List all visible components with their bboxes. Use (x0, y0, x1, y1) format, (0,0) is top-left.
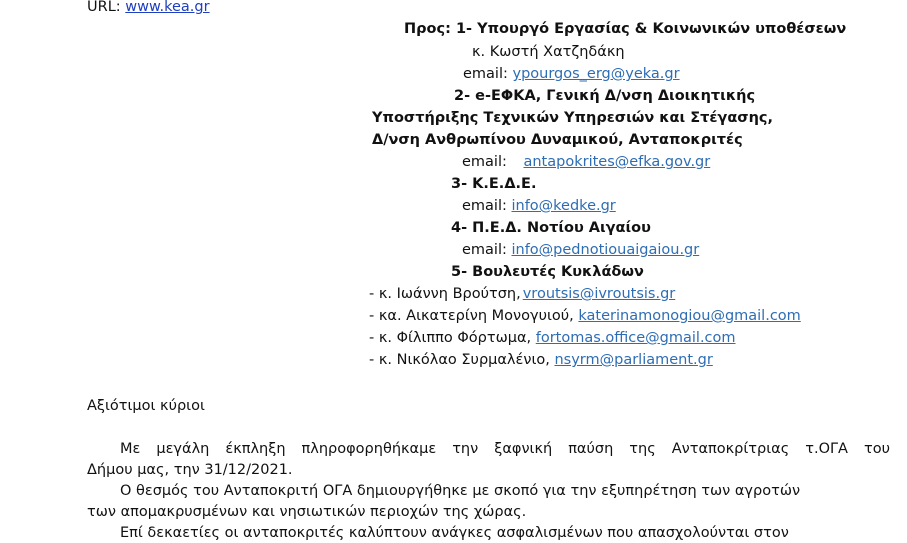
paragraph-3-line-1: Επί δεκαετίες οι ανταποκριτές καλύπτουν ανάγκες ασφαλισμένων που απασχολούνται στον (120, 525, 789, 541)
mp-name: - κ. Νικόλαο Συρμαλένιο, (369, 352, 550, 368)
mp-name: - κ. Φίλιππο Φόρτωμα, (369, 330, 532, 346)
email-label: email: (462, 198, 507, 214)
mp-email-link[interactable]: nsyrm@parliament.gr (554, 352, 713, 368)
paragraph-2-line-1: Ο θεσμός του Ανταποκριτή ΟΓΑ δημιουργήθηκε με σκοπό για την εξυπηρέτηση των αγροτών (120, 483, 801, 499)
recipient-1-email-link[interactable]: ypourgos_erg@yeka.gr (512, 66, 680, 82)
recipient-1-email-line (463, 64, 680, 84)
recipient-3-email-line (462, 196, 616, 216)
mp-line (369, 306, 801, 326)
recipient-4-title: 4- Π.Ε.Δ. Νοτίου Αιγαίου (451, 220, 651, 236)
email-label: email: (463, 66, 508, 82)
recipient-2-line-2: Υποστήριξης Τεχνικών Υπηρεσιών και Στέγασης, (372, 110, 773, 126)
mp-name: - κ. Ιωάννη Βρούτση, (369, 286, 521, 302)
recipient-1-name: κ. Κωστή Χατζηδάκη (472, 44, 625, 60)
mp-email-link[interactable]: vroutsis@ivroutsis.gr (522, 286, 676, 302)
recipient-2-line-3: Δ/νση Ανθρωπίνου Δυναμικού, Ανταποκριτές (372, 132, 743, 148)
email-label: email: (462, 242, 507, 258)
paragraph-1-line-1: Με μεγάλη έκπληξη πληροφορηθήκαμε την ξαφνική παύση της Ανταποκρίτριας τ.ΟΓΑ του (120, 441, 890, 457)
url-label: URL: (87, 0, 121, 15)
recipient-4-email-link[interactable]: info@pednotiouaigaiou.gr (511, 242, 700, 258)
email-label: email: (462, 154, 507, 170)
mp-line (369, 328, 736, 348)
recipient-5-title: 5- Βουλευτές Κυκλάδων (451, 264, 644, 280)
recipient-4-email-line (462, 240, 699, 260)
recipient-3-title: 3- Κ.Ε.Δ.Ε. (451, 176, 537, 192)
recipient-1-title-line (404, 19, 846, 39)
mp-email-link[interactable]: fortomas.office@gmail.com (535, 330, 736, 346)
recipient-2-email-link[interactable]: antapokrites@efka.gov.gr (523, 154, 711, 170)
recipient-2-title: 2- e-ΕΦΚΑ, Γενική Δ/νση Διοικητικής (454, 88, 756, 104)
recipient-3-email-link[interactable]: info@kedke.gr (511, 198, 616, 214)
mp-email-link[interactable]: katerinamonogiou@gmail.com (578, 308, 801, 324)
website-link[interactable]: www.kea.gr (125, 0, 210, 15)
recipient-1-title: 1- Υπουργό Εργασίας & Κοινωνικών υποθέσεων (455, 21, 847, 37)
url-line (87, 0, 210, 17)
to-label: Προς: (404, 21, 451, 37)
paragraph-1-line-2: Δήμου μας, την 31/12/2021. (87, 462, 293, 478)
mp-name: - κα. Αικατερίνη Μονογυιού, (369, 308, 574, 324)
salutation: Αξιότιμοι κύριοι (87, 398, 205, 414)
mp-line (369, 284, 675, 304)
recipient-2-email-line (462, 152, 710, 172)
mp-line (369, 350, 713, 370)
paragraph-2-line-2: των απομακρυσμένων και νησιωτικών περιοχών της χώρας. (87, 504, 527, 520)
